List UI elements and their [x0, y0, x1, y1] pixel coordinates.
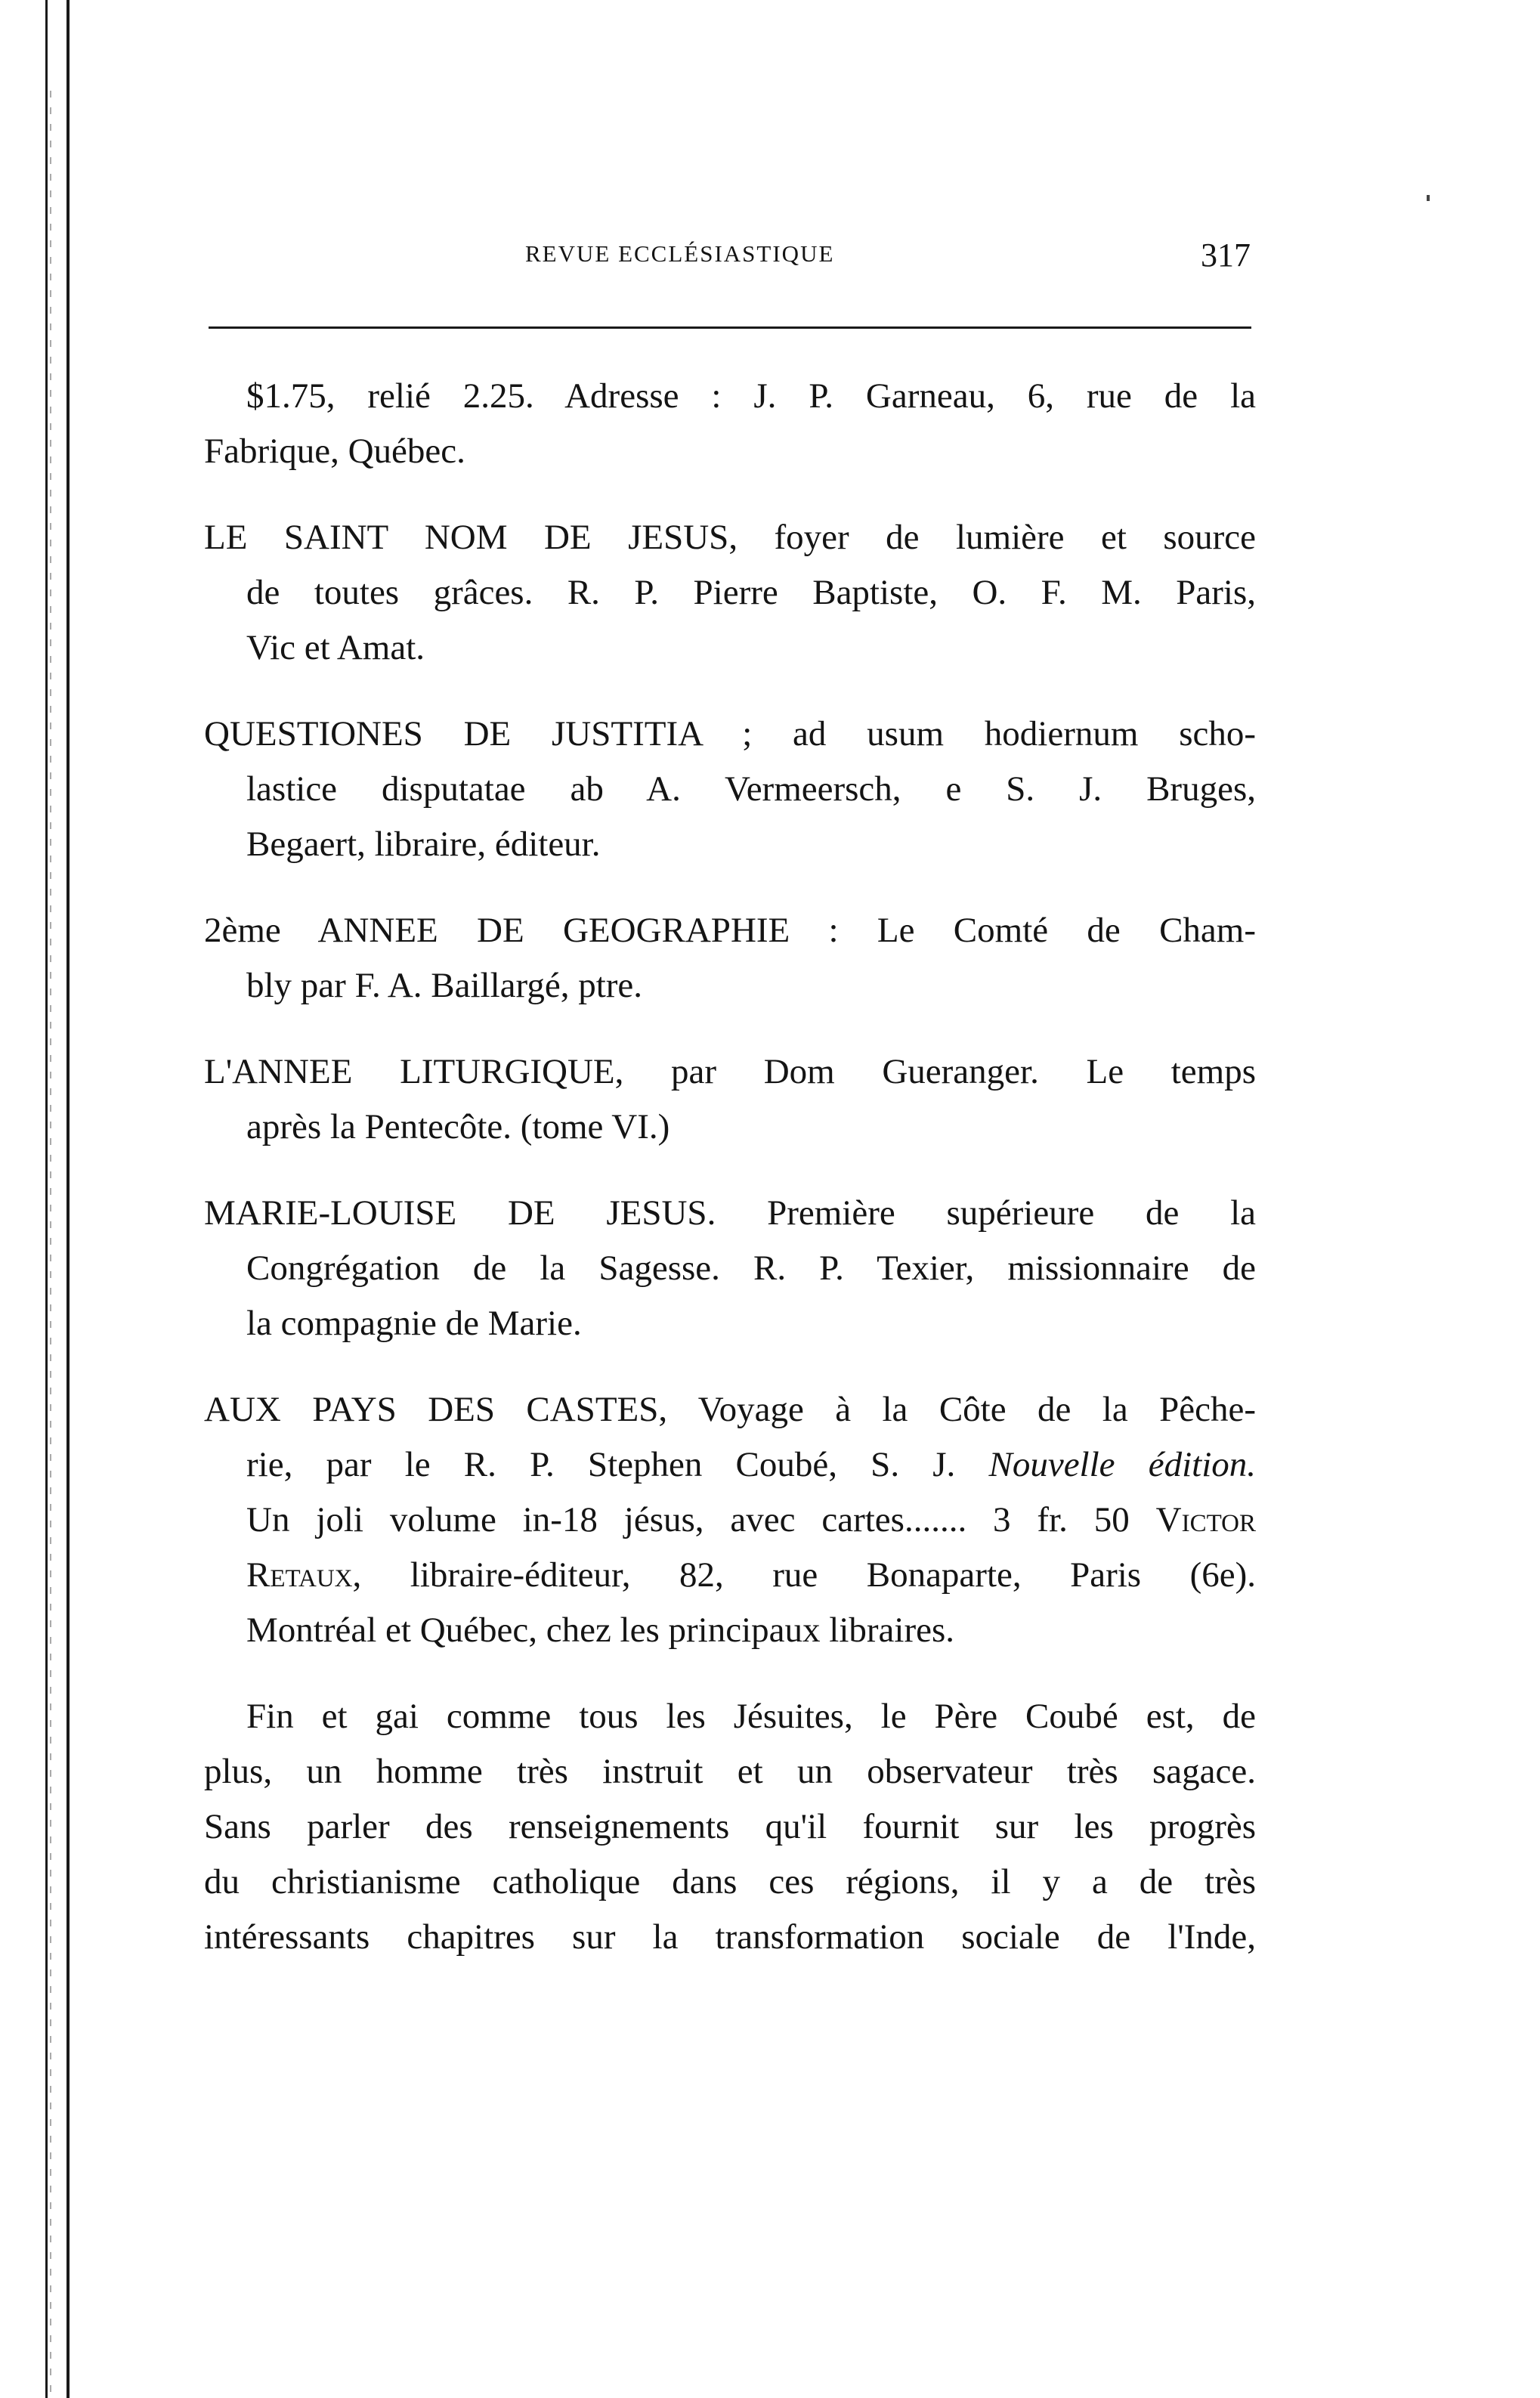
scan-speck	[1427, 195, 1430, 201]
notice-marie-louise	[204, 1186, 1256, 1351]
header-rule	[209, 326, 1251, 329]
notice-line: Montréal et Québec, chez les principaux libraires.	[246, 1611, 954, 1650]
notice-line: AUX PAYS DES CASTES, Voyage à la Côte de la Pêche-	[204, 1390, 1256, 1429]
paragraph-line: Sans parler des renseignements qu'il fournit sur les progrès	[204, 1807, 1256, 1846]
notice-garneau	[204, 369, 1256, 479]
notice-line: QUESTIONES DE JUSTITIA ; ad usum hodiernum scho-	[204, 714, 1256, 753]
paragraph-line: intéressants chapitres sur la transformation sociale de l'Inde,	[204, 1917, 1256, 1957]
notice-line: la compagnie de Marie.	[246, 1304, 582, 1343]
notice-line: $1.75, relié 2.25. Adresse : J. P. Garneau, 6, rue de la	[246, 376, 1256, 416]
notice-line: LE SAINT NOM DE JESUS, foyer de lumière et source	[204, 518, 1256, 557]
notice-line: Congrégation de la Sagesse. R. P. Texier, missionnaire de	[246, 1249, 1256, 1288]
paragraph-line: plus, un homme très instruit et un observateur très sagace.	[204, 1752, 1256, 1791]
notice-questiones	[204, 707, 1256, 872]
notice-line: Fabrique, Québec.	[204, 432, 465, 471]
notice-line: Retaux, libraire-éditeur, 82, rue Bonaparte, Paris (6e).	[246, 1555, 1257, 1595]
notice-line: bly par F. A. Baillargé, ptre.	[246, 966, 643, 1005]
notice-line: Vic et Amat.	[246, 628, 425, 667]
paragraph-line: Fin et gai comme tous les Jésuites, le Père Coubé est, de	[246, 1697, 1256, 1736]
gutter-specks	[50, 91, 51, 2396]
notice-line: lastice disputatae ab A. Vermeersch, e S. J. Bruges,	[246, 769, 1256, 809]
review-paragraph	[204, 1689, 1256, 1965]
book-notices	[204, 369, 1256, 1965]
notice-line: après la Pentecôte. (tome VI.)	[246, 1107, 670, 1146]
paragraph-line: du christianisme catholique dans ces régions, il y a de très	[204, 1862, 1256, 1901]
notice-line: Un joli volume in-18 jésus, avec cartes....... 3 fr. 50 Victor	[246, 1500, 1256, 1539]
binding-edge-line	[45, 0, 48, 2398]
running-title: REVUE ECCLÉSIASTIQUE	[525, 240, 835, 267]
notice-line: de toutes grâces. R. P. Pierre Baptiste, O. F. M. Paris,	[246, 573, 1256, 612]
page-number: 317	[1201, 237, 1251, 274]
notice-line: L'ANNEE LITURGIQUE, par Dom Gueranger. Le temps	[204, 1052, 1256, 1091]
publisher-name: Victor	[1155, 1500, 1256, 1539]
notice-annee-liturgique	[204, 1044, 1256, 1155]
page-header	[208, 237, 1251, 286]
notice-line: MARIE-LOUISE DE JESUS. Première supérieure de la	[204, 1193, 1256, 1233]
binding-edge-line	[66, 0, 70, 2398]
notice-line: 2ème ANNEE DE GEOGRAPHIE : Le Comté de Cham-	[204, 911, 1256, 950]
notice-line: rie, par le R. P. Stephen Coubé, S. J. Nouvelle édition.	[246, 1445, 1256, 1484]
notice-geographie	[204, 903, 1256, 1013]
notice-line: Begaert, libraire, éditeur.	[246, 825, 601, 864]
edition-note: Nouvelle édition.	[988, 1445, 1256, 1484]
publisher-name: Retaux,	[246, 1555, 362, 1595]
notice-aux-pays-des-castes	[204, 1382, 1256, 1658]
notice-saint-nom	[204, 510, 1256, 676]
